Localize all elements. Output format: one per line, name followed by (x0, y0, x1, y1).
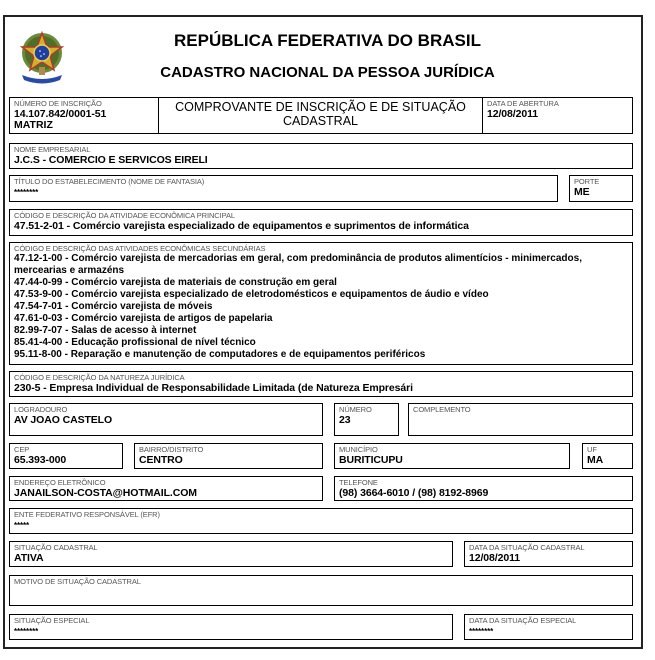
document-title-box (158, 97, 483, 134)
data-situacao-cadastral-value: 12/08/2011 (469, 552, 520, 564)
data-situacao-cadastral-label: DATA DA SITUAÇÃO CADASTRAL (469, 543, 585, 552)
atividade-principal-label: CÓDIGO E DESCRIÇÃO DA ATIVIDADE ECONÔMICA PRINCIPAL (14, 211, 235, 220)
municipio-label: MUNICÍPIO (339, 445, 378, 454)
titulo-estabelecimento-field (9, 175, 558, 202)
list-item: 47.12-1-00 - Comércio varejista de mercadorias em geral, com predominância de produtos alimentícios - minimercados, (14, 253, 582, 264)
natureza-juridica-label: CÓDIGO E DESCRIÇÃO DA NATUREZA JURÍDICA (14, 373, 185, 382)
document-title-line1: COMPROVANTE DE INSCRIÇÃO E DE SITUAÇÃO (175, 100, 466, 114)
titulo-estabelecimento-label: TÍTULO DO ESTABELECIMENTO (NOME DE FANTASIA) (14, 177, 205, 186)
nome-empresarial-label: NOME EMPRESARIAL (14, 145, 91, 154)
atividades-secundarias-list (14, 253, 628, 361)
cep-value: 65.393-000 (14, 454, 67, 466)
nome-empresarial-value: J.C.S - COMERCIO E SERVICOS EIRELI (14, 154, 208, 166)
efr-label: ENTE FEDERATIVO RESPONSÁVEL (EFR) (14, 510, 160, 519)
list-item: 47.44-0-99 - Comércio varejista de materiais de construção em geral (14, 277, 337, 288)
situacao-cadastral-label: SITUAÇÃO CADASTRAL (14, 543, 98, 552)
numero-label: NÚMERO (339, 405, 372, 414)
situacao-especial-value: ******** (14, 627, 39, 636)
page-title: REPÚBLICA FEDERATIVA DO BRASIL (174, 31, 481, 50)
inscricao-value: 14.107.842/0001-51 (14, 108, 107, 120)
titulo-estabelecimento-value: ******** (14, 188, 39, 197)
numero-field (334, 403, 399, 436)
list-item: 47.53-9-00 - Comércio varejista especializado de eletrodomésticos e equipamentos de áudio e vídeo (14, 289, 489, 300)
abertura-label: DATA DE ABERTURA (487, 99, 559, 108)
natureza-juridica-value: 230-5 - Empresa Individual de Responsabilidade Limitada (de Natureza Empresári (14, 382, 413, 394)
uf-value: MA (587, 454, 604, 466)
bairro-label: BAIRRO/DISTRITO (139, 445, 204, 454)
porte-field (569, 175, 633, 202)
natureza-juridica-field (9, 371, 633, 397)
abertura-value: 12/08/2011 (487, 108, 538, 120)
efr-value: ***** (14, 521, 30, 530)
situacao-especial-label: SITUAÇÃO ESPECIAL (14, 616, 90, 625)
complemento-label: COMPLEMENTO (413, 405, 471, 414)
municipio-value: BURITICUPU (339, 454, 403, 466)
porte-value: ME (574, 186, 590, 198)
page-subtitle: CADASTRO NACIONAL DA PESSOA JURÍDICA (160, 64, 495, 81)
inscricao-label: NÚMERO DE INSCRIÇÃO (14, 99, 102, 108)
telefone-value: (98) 3664-6010 / (98) 8192-8969 (339, 487, 489, 499)
nome-empresarial-field (9, 143, 633, 169)
list-item: 47.61-0-03 - Comércio varejista de artigos de papelaria (14, 313, 273, 324)
list-item: 82.99-7-07 - Salas de acesso à internet (14, 325, 197, 336)
data-situacao-cadastral-field (464, 541, 633, 567)
atividades-secundarias-field (9, 242, 633, 365)
data-situacao-especial-label: DATA DA SITUAÇÃO ESPECIAL (469, 616, 577, 625)
email-value: JANAILSON-COSTA@HOTMAIL.COM (14, 487, 197, 499)
cep-label: CEP (14, 445, 30, 454)
bairro-field (134, 443, 323, 469)
abertura-field (482, 97, 633, 134)
email-label: ENDEREÇO ELETRÔNICO (14, 478, 106, 487)
motivo-situacao-label: MOTIVO DE SITUAÇÃO CADASTRAL (14, 577, 141, 586)
list-item: mercearias e armazéns (14, 265, 125, 276)
efr-field (9, 508, 633, 534)
list-item: 95.11-8-00 - Reparação e manutenção de computadores e de equipamentos periféricos (14, 349, 426, 360)
porte-label: PORTE (574, 177, 600, 186)
document-title-line2: CADASTRAL (282, 114, 359, 128)
motivo-situacao-field (9, 575, 633, 606)
atividades-secundarias-label: CÓDIGO E DESCRIÇÃO DAS ATIVIDADES ECONÔMICAS SECUNDÁRIAS (14, 244, 266, 253)
situacao-cadastral-value: ATIVA (14, 552, 44, 564)
inscricao-tipo: MATRIZ (14, 119, 53, 131)
cep-field (9, 443, 123, 469)
telefone-field (334, 476, 633, 501)
email-field (9, 476, 323, 501)
situacao-especial-field (9, 614, 453, 640)
atividade-principal-value: 47.51-2-01 - Comércio varejista especializado de equipamentos e suprimentos de informática (14, 220, 469, 232)
logradouro-value: AV JOAO CASTELO (14, 414, 113, 426)
telefone-label: TELEFONE (339, 478, 378, 487)
atividade-principal-field (9, 209, 633, 236)
numero-value: 23 (339, 414, 351, 426)
list-item: 47.54-7-01 - Comércio varejista de móveis (14, 301, 213, 312)
data-situacao-especial-field (464, 614, 633, 640)
uf-field (582, 443, 633, 469)
logradouro-label: LOGRADOURO (14, 405, 68, 414)
municipio-field (334, 443, 570, 469)
situacao-cadastral-field (9, 541, 453, 567)
bairro-value: CENTRO (139, 454, 183, 466)
uf-label: UF (587, 445, 597, 454)
complemento-field (408, 403, 633, 436)
inscricao-field (9, 97, 159, 134)
data-situacao-especial-value: ******** (469, 627, 494, 636)
logradouro-field (9, 403, 323, 436)
list-item: 85.41-4-00 - Educação profissional de nível técnico (14, 337, 256, 348)
